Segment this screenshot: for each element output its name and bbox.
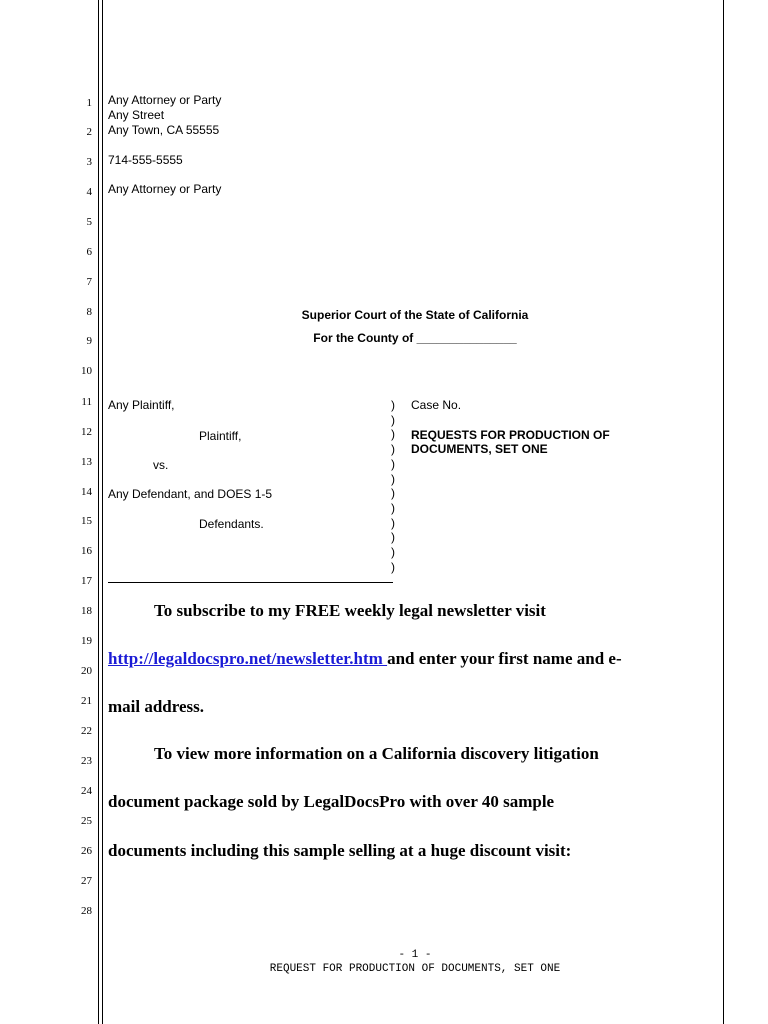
body-line-package: document package sold by LegalDocsPro with over 40 sample (108, 792, 555, 811)
caption-rule (108, 582, 393, 583)
defendant-name: Any Defendant, and DOES 1-5 (108, 487, 273, 501)
attorney-city: Any Town, CA 55555 (108, 123, 220, 137)
court-county: For the County of _______________ (313, 331, 517, 345)
plaintiff-label: Plaintiff, (199, 429, 242, 443)
court-title: Superior Court of the State of California (301, 308, 529, 322)
defendants-label: Defendants. (199, 517, 264, 531)
footer-title: REQUEST FOR PRODUCTION OF DOCUMENTS, SET ONE (269, 963, 561, 975)
line-number: 20 (81, 665, 92, 677)
line-number: 14 (81, 486, 92, 498)
line-number: 25 (81, 815, 92, 827)
line-number: 18 (81, 605, 92, 617)
line-number: 15 (81, 515, 92, 527)
line-number: 11 (81, 396, 92, 408)
body-line-email: mail address. (108, 697, 205, 716)
body-line-link (108, 649, 622, 669)
line-number: 27 (81, 875, 92, 887)
line-number: 5 (86, 216, 92, 228)
line-number: 19 (81, 635, 92, 647)
line-number: 12 (81, 426, 92, 438)
line-number: 16 (81, 545, 92, 557)
attorney-phone: 714-555-5555 (108, 153, 183, 167)
line-number: 6 (86, 246, 92, 258)
body-line-view-more: To view more information on a California discovery litigation (154, 744, 599, 763)
line-number: 21 (81, 695, 92, 707)
line-number: 7 (86, 276, 92, 288)
versus: vs. (153, 458, 169, 472)
body-line-subscribe: To subscribe to my FREE weekly legal newsletter visit (154, 601, 546, 620)
line-number: 3 (86, 156, 92, 168)
right-margin-line (723, 0, 724, 1024)
body-line-link-rest: and enter your first name and e- (387, 649, 622, 668)
line-number: 2 (86, 126, 92, 138)
caption-parentheses: ) ) ) ) ) ) ) ) ) ) ) ) (391, 398, 395, 574)
newsletter-link[interactable]: http://legaldocspro.net/newsletter.htm (108, 649, 388, 668)
line-number: 8 (86, 306, 92, 318)
line-number: 13 (81, 456, 92, 468)
line-number: 10 (81, 365, 92, 377)
line-number: 4 (86, 186, 92, 198)
attorney-street: Any Street (108, 108, 165, 122)
line-number: 17 (81, 575, 92, 587)
attorney-for: Any Attorney or Party (108, 182, 222, 196)
line-number: 24 (81, 785, 92, 797)
left-margin-line-inner (102, 0, 103, 1024)
attorney-name: Any Attorney or Party (108, 93, 222, 107)
footer-page-number: - 1 - (398, 949, 432, 961)
left-margin-line-outer (98, 0, 99, 1024)
document-title-line-1: REQUESTS FOR PRODUCTION OF (411, 428, 610, 442)
line-number: 9 (86, 335, 92, 347)
body-line-documents: documents including this sample selling at a huge discount visit: (108, 841, 572, 860)
plaintiff-name: Any Plaintiff, (108, 398, 175, 412)
line-number: 28 (81, 905, 92, 917)
line-number: 22 (81, 725, 92, 737)
line-number: 23 (81, 755, 92, 767)
case-number: Case No. (411, 398, 462, 412)
document-title-line-2: DOCUMENTS, SET ONE (411, 442, 548, 456)
line-number: 26 (81, 845, 92, 857)
line-number: 1 (86, 97, 92, 109)
